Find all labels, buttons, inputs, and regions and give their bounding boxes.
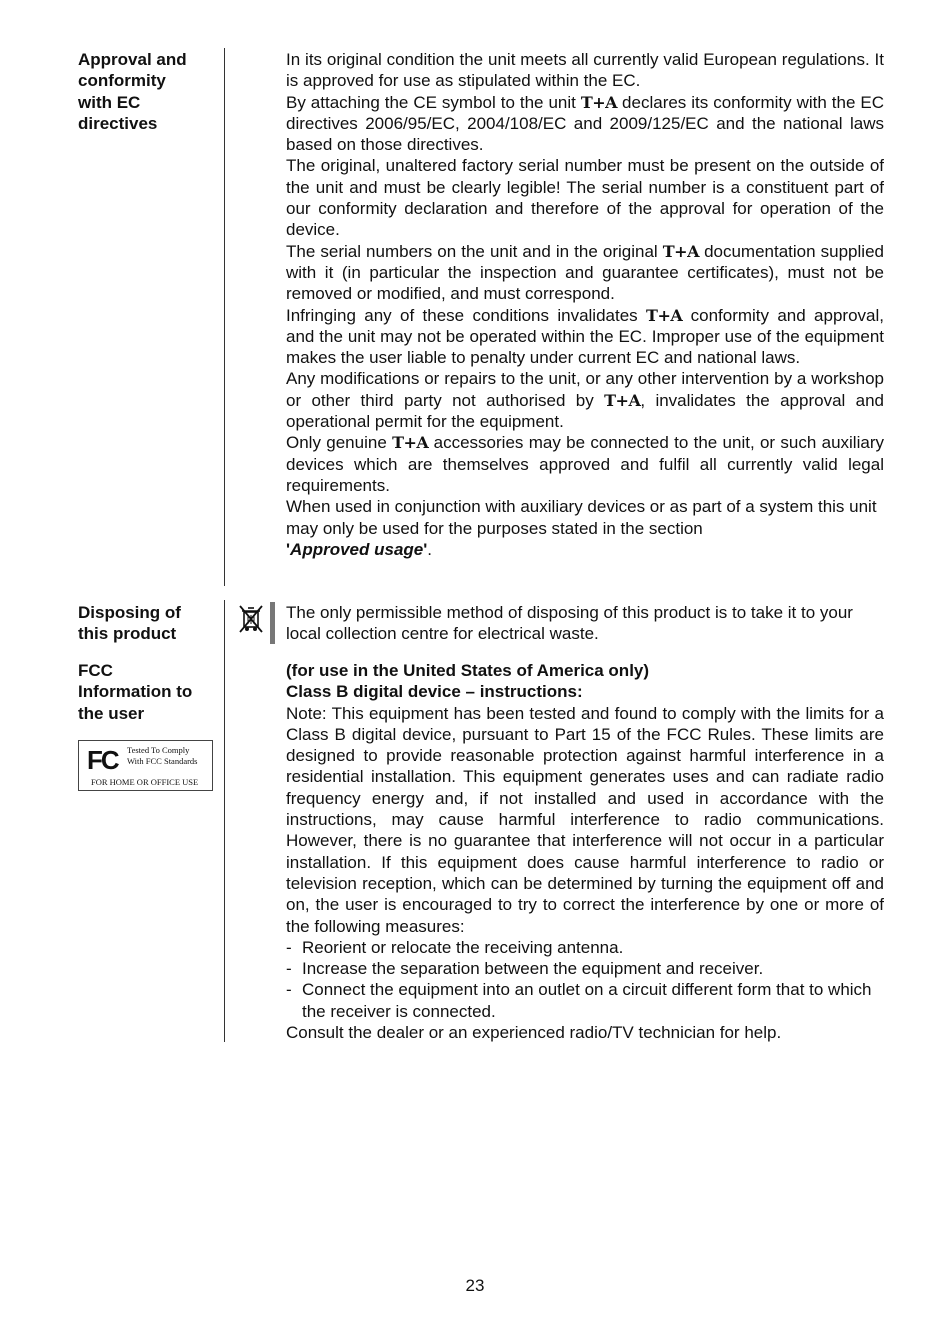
brand-logo: T+A [646,305,683,325]
paragraph: Any modifications or repairs to the unit, or any other intervention by a workshop or other third party not authorised by T+A, invalidates the approval and operational permit for the equipment. [286,369,885,432]
title-line: FCC [78,661,113,680]
brand-logo: T+A [604,390,641,410]
title-line: with EC [78,92,141,112]
paragraph: When used in conjunction with auxiliary devices or as part of a system this unit may only be used for the purposes stated in the section 'Approved usage'. [286,497,877,559]
brand-logo: T+A [392,433,429,453]
title-line: conformity [78,71,166,91]
list-item: - Connect the equipment into an outlet on a circuit different form that to which the receiver is connected. [286,980,872,1021]
paragraph: The only permissible method of disposing of this product is to take it to your local collection centre for electrical waste. [286,603,853,644]
section-title-fcc [78,660,218,724]
title-line: Information to [78,682,193,702]
fcc-logo-text: Tested To Comply With FCC Standards [127,745,198,766]
brand-logo: T+A [580,92,618,112]
paragraph: Infringing any of these conditions invalidates T+A conformity and approval, and the unit may not be operated within the EC. Improper use of the equipment makes the user liable to penalty under current EC and national laws. [286,305,884,368]
fcc-subheading: Class B digital device – instructions: [286,682,583,702]
paragraph: Note: This equipment has been tested and found to comply with the limits for a Class B digital device, pursuant to Part 15 of the FCC Rules. These limits are designed to provide reasonable protection against harmful interference in a residential installation. This equipment generates uses and can radiate radio frequency energy and, if not installed and used in accordance with the instructions, may cause harmful interference to radio communications. However, there is no guarantee that interference will not occur in a particular installation. If this equipment does cause harmful interference to radio or television reception, which can be determined by turning the equipment off and on, the user is encouraged to try to correct the interference by one or more of the following measures: [286,703,884,936]
page-number: 23 [465,1276,485,1295]
disposing-body [286,602,884,645]
fcc-body [286,660,884,1043]
paragraph: Consult the dealer or an experienced radio/TV technician for help. [286,1023,782,1043]
fcc-compliance-logo [78,740,213,791]
section-title-disposing [78,602,218,645]
approval-body [286,49,884,560]
title-line: Disposing of [78,603,181,622]
brand-logo: T+A [662,241,699,261]
column-divider [224,48,225,586]
fcc-logo-usage: FOR HOME OR OFFICE USE [91,777,199,787]
paragraph: In its original condition the unit meets all currently valid European regulations. It is approved for use as stipulated within the EC. [286,50,884,91]
crossed-out-bin-icon [238,603,264,635]
measures-list [286,937,884,1022]
title-line: the user [78,703,145,723]
fcc-logo-mark: FC [87,745,118,775]
title-line: Approval and [78,50,187,69]
list-item: - Increase the separation between the equipment and receiver. [286,959,764,979]
paragraph: The original, unaltered factory serial number must be present on the outside of the unit and must be clearly legible! The serial number is a constituent part of our conformity declaration and therefore of the approval for operation of the device. [286,156,884,240]
section-title-approval [78,49,218,134]
list-item: - Reorient or relocate the receiving antenna. [286,937,624,957]
title-line: this product [78,624,177,644]
approved-usage-ref: Approved usage [290,539,424,559]
paragraph: By attaching the CE symbol to the unit T+A declares its conformity with the EC directives 2006/95/EC, 2004/108/EC and 2009/125/EC and the national laws based on those directives. [286,92,884,155]
paragraph: The serial numbers on the unit and in the original T+A documentation supplied with it (in particular the inspection and guarantee certificates), must not be removed or modified, and must correspond. [286,241,884,304]
paragraph: Only genuine T+A accessories may be connected to the unit, or such auxiliary devices which are themselves approved and fulfil all currently valid legal requirements. [286,433,884,495]
column-divider [224,600,225,1042]
title-line: directives [78,113,158,133]
disposal-marker-bar [270,602,275,644]
fcc-heading: (for use in the United States of America only) [286,661,650,680]
